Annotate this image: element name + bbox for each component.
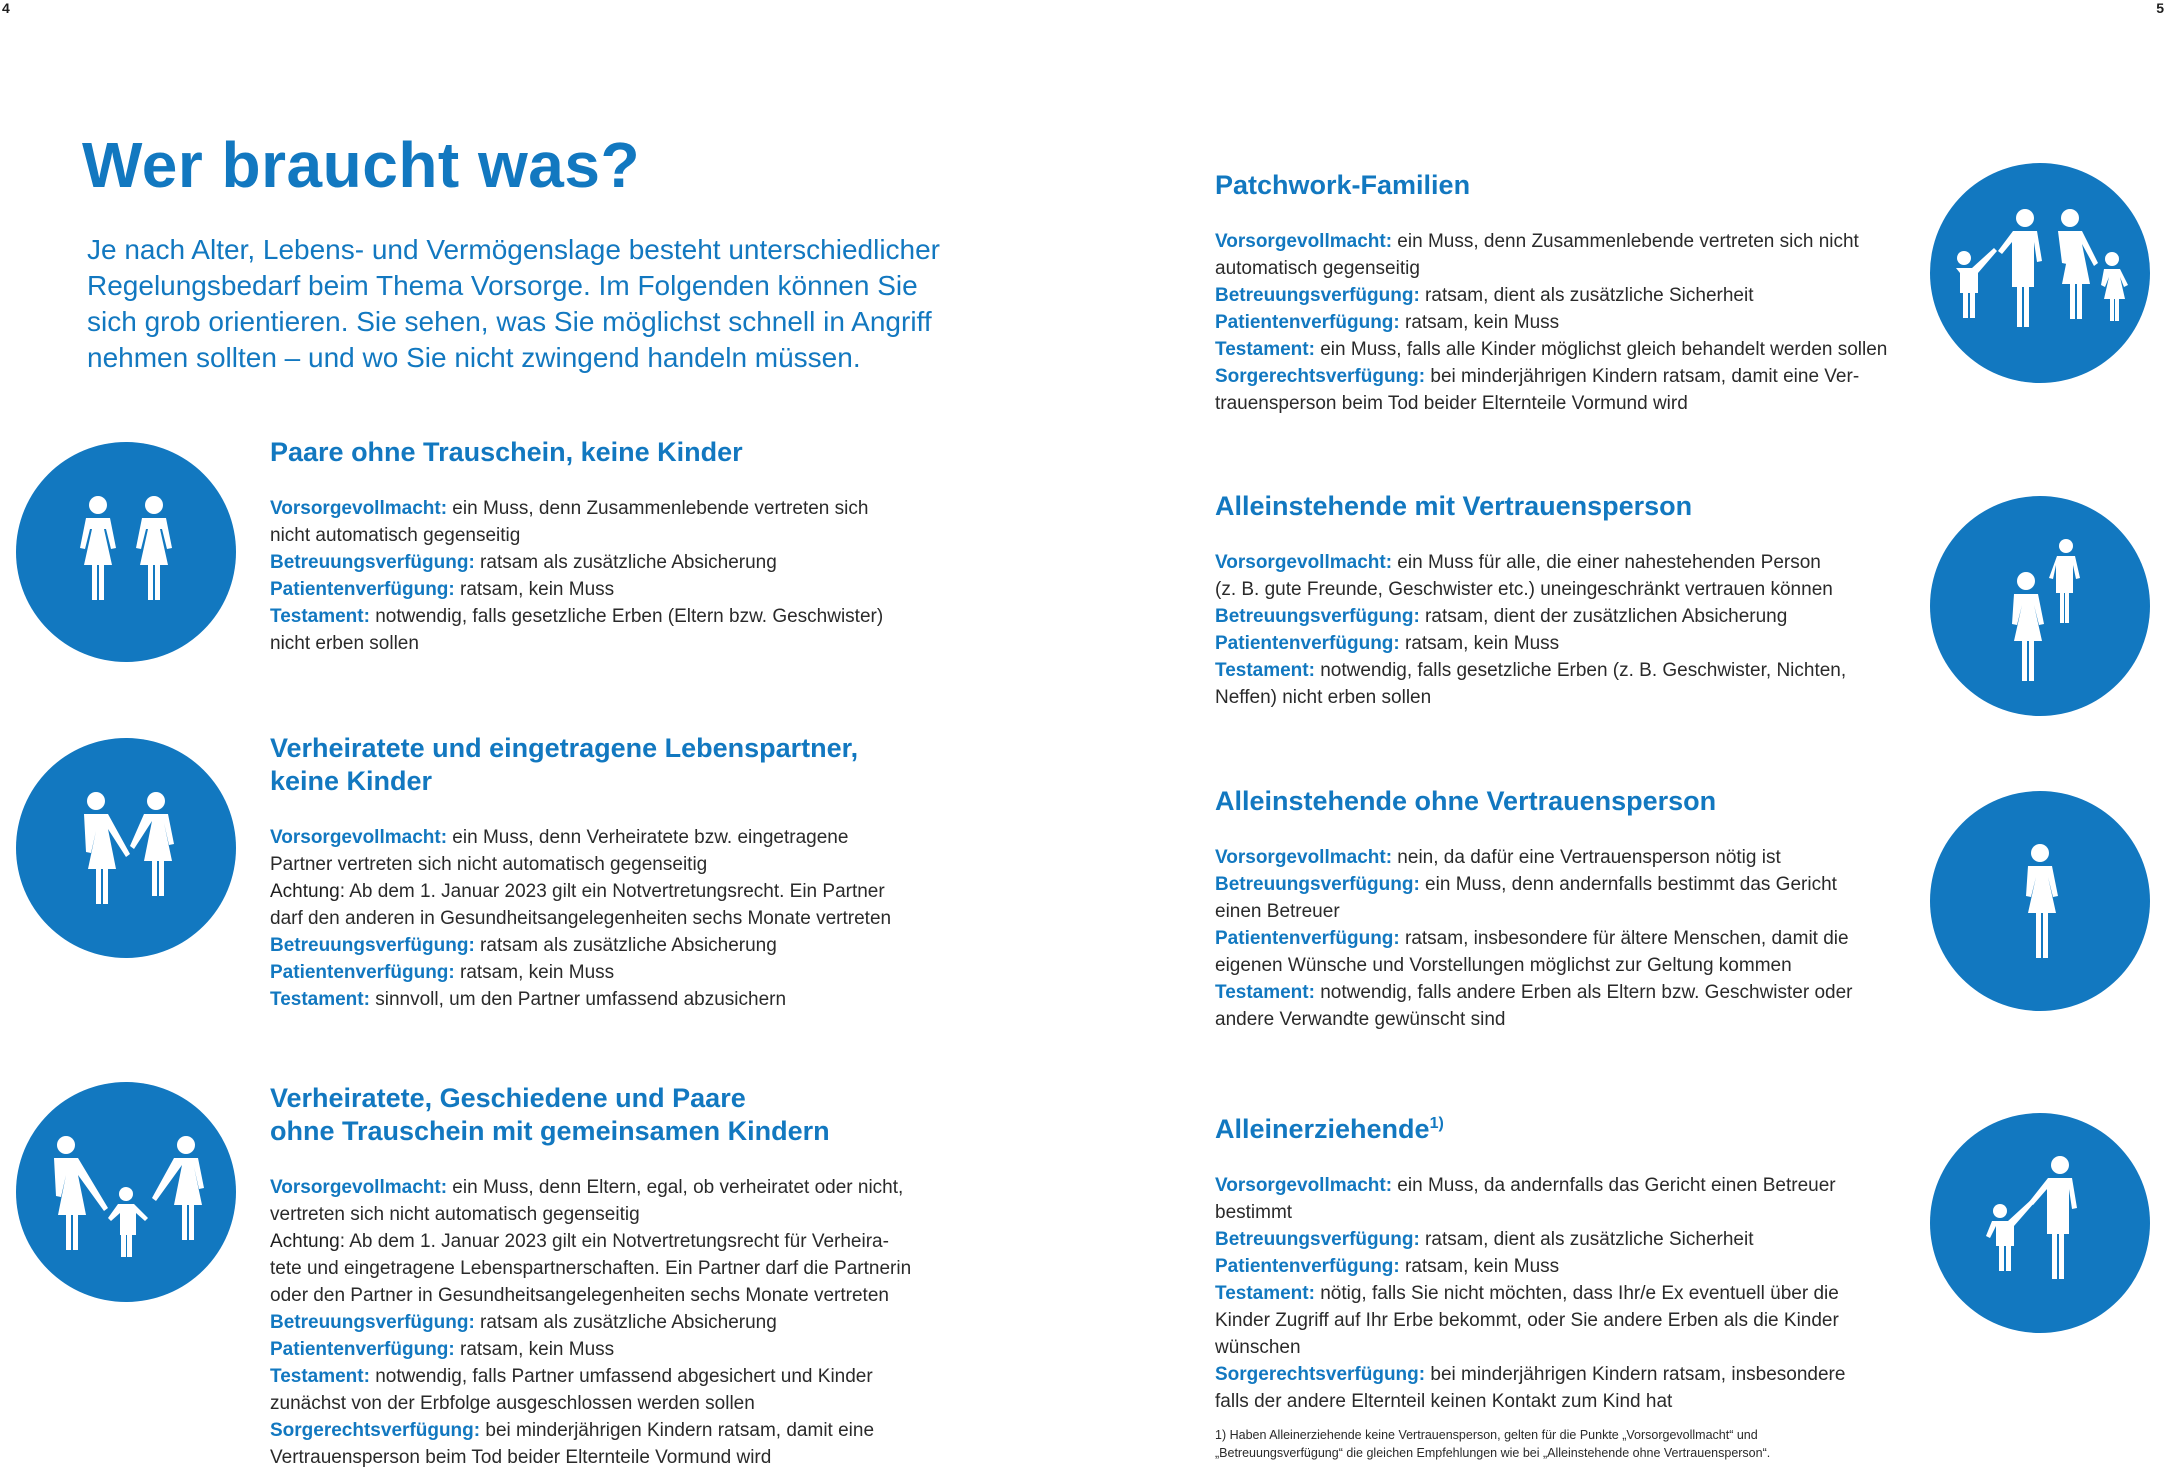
body-line [1215, 1307, 1845, 1334]
section-patchwork [1215, 169, 1887, 417]
document-type-label: Vorsorgevollmacht: [270, 827, 448, 848]
body-line [270, 1255, 911, 1282]
body-text: vertreten sich nicht automatisch gegenseitig [270, 1204, 640, 1225]
body-line [270, 495, 883, 522]
section-body [270, 495, 883, 657]
body-text: ratsam, kein Muss [454, 1339, 615, 1360]
body-text: ein Muss, denn Zusammenlebende vertreten sich nicht [1392, 231, 1859, 252]
document-type-label: Vorsorgevollmacht: [270, 498, 448, 519]
document-type-label: Vorsorgevollmacht: [1215, 847, 1393, 868]
section-heading [1215, 785, 1853, 818]
body-text: bei minderjährigen Kindern ratsam, insbesondere [1425, 1364, 1846, 1385]
body-line [270, 1282, 911, 1309]
document-type-label: Sorgerechtsverfügung: [1215, 366, 1426, 387]
section-heading-line: Verheiratete und eingetragene Lebenspartner, [270, 733, 859, 763]
body-text: Partner vertreten sich nicht automatisch gegenseitig [270, 854, 708, 875]
body-text: ein Muss, denn Verheiratete bzw. eingetragene [447, 827, 849, 848]
body-line [270, 522, 883, 549]
section-heading-line: Verheiratete, Geschiedene und Paare [270, 1083, 746, 1113]
document-type-label: Patientenverfügung: [270, 579, 455, 600]
body-line [270, 1390, 911, 1417]
body-text: ein Muss, denn Eltern, egal, ob verheiratet oder nicht, [447, 1177, 904, 1198]
body-line [1215, 979, 1853, 1006]
section-alleinerziehende [1215, 1107, 1845, 1415]
document-type-label: Betreuungsverfügung: [1215, 874, 1420, 895]
document-type-label: Betreuungsverfügung: [270, 552, 475, 573]
section-heading [270, 732, 891, 798]
document-type-label: Testament: [270, 989, 370, 1010]
body-line [1215, 1334, 1845, 1361]
document-type-label: Patientenverfügung: [1215, 633, 1400, 654]
single-parent-icon [1930, 1113, 2150, 1333]
body-text: automatisch gegenseitig [1215, 258, 1420, 279]
body-text: ratsam, kein Muss [1399, 312, 1560, 333]
body-text: nein, da dafür eine Vertrauensperson nötig ist [1392, 847, 1781, 868]
body-text: notwendig, falls gesetzliche Erben (z. B. Geschwister, Nichten, [1314, 660, 1847, 681]
single-with-trusted-person-icon [1930, 496, 2150, 716]
section-heading [1215, 490, 1846, 523]
section-heading [1215, 169, 1887, 202]
section-heading [270, 1082, 911, 1148]
document-type-label: Patientenverfügung: [270, 962, 455, 983]
patchwork-family-icon [1930, 163, 2150, 383]
body-text: Kinder Zugriff auf Ihr Erbe bekommt, oder Sie andere Erben als die Kinder [1215, 1310, 1839, 1331]
document-type-label: Testament: [1215, 982, 1315, 1003]
married-couple-icon [16, 738, 236, 958]
body-text: (z. B. gute Freunde, Geschwister etc.) uneingeschränkt vertrauen können [1215, 579, 1833, 600]
body-line [270, 1444, 911, 1471]
body-text: ratsam als zusätzliche Absicherung [474, 935, 777, 956]
section-body [270, 824, 891, 1013]
body-line [1215, 603, 1846, 630]
document-type-label: Patientenverfügung: [1215, 1256, 1400, 1277]
body-text: ratsam als zusätzliche Absicherung [474, 1312, 777, 1333]
document-type-label: Betreuungsverfügung: [1215, 285, 1420, 306]
body-line [1215, 844, 1853, 871]
document-type-label: Patientenverfügung: [1215, 928, 1400, 949]
body-line [270, 576, 883, 603]
body-line [270, 905, 891, 932]
body-text: ein Muss, denn Zusammenlebende vertreten sich [447, 498, 869, 519]
body-text: : Ab dem 1. Januar 2023 gilt ein Notvertretungsrecht. Ein Partner [339, 881, 885, 902]
body-text: ein Muss, da andernfalls das Gericht einen Betreuer [1392, 1175, 1836, 1196]
body-text: darf den anderen in Gesundheitsangelegenheiten sechs Monate vertreten [270, 908, 892, 929]
section-heading-line: Paare ohne Trauschein, keine Kinder [270, 437, 743, 467]
document-type-label: Betreuungsverfügung: [270, 935, 475, 956]
document-type-label: Testament: [1215, 339, 1315, 360]
body-line [270, 959, 891, 986]
body-line [1215, 228, 1887, 255]
page-title: Wer braucht was? [82, 129, 641, 201]
body-line [1215, 1172, 1845, 1199]
intro-paragraph [87, 232, 1007, 376]
body-line [270, 1309, 911, 1336]
section-alleinstehende-ohne-vertrauensperson [1215, 785, 1853, 1033]
body-text: eigenen Wünsche und Vorstellungen möglichst zur Geltung kommen [1215, 955, 1792, 976]
body-text: notwendig, falls Partner umfassend abgesichert und Kinder [369, 1366, 873, 1387]
body-text: nötig, falls Sie nicht möchten, dass Ihr/e Ex eventuell über die [1314, 1283, 1839, 1304]
section-heading [270, 436, 883, 469]
document-type-label: Testament: [1215, 1283, 1315, 1304]
section-body [270, 1174, 911, 1471]
body-line [1215, 1388, 1845, 1415]
body-text: ratsam, dient als zusätzliche Sicherheit [1419, 1229, 1754, 1250]
body-text: ratsam als zusätzliche Absicherung [474, 552, 777, 573]
body-line [1215, 871, 1853, 898]
body-line [1215, 1280, 1845, 1307]
body-text: zunächst von der Erbfolge ausgeschlossen werden sollen [270, 1393, 755, 1414]
section-paare-ohne-trauschein [270, 436, 883, 657]
footnote-line: 1) Haben Alleinerziehende keine Vertrauensperson, gelten für die Punkte „Vorsorgevollmacht“ und [1215, 1428, 1758, 1442]
section-heading-line: Patchwork-Familien [1215, 170, 1471, 200]
body-line [270, 603, 883, 630]
body-text: einen Betreuer [1215, 901, 1340, 922]
footnote [1215, 1426, 1875, 1462]
body-line [1215, 255, 1887, 282]
heading-text: Alleinerziehende [1215, 1114, 1430, 1144]
body-text: ratsam, kein Muss [1399, 1256, 1560, 1277]
section-alleinstehende-mit-vertrauensperson [1215, 490, 1846, 711]
body-line [1215, 576, 1846, 603]
section-heading [1215, 1107, 1845, 1146]
body-text: nicht erben sollen [270, 633, 419, 654]
document-type-label: Sorgerechtsverfügung: [1215, 1364, 1426, 1385]
section-heading-line: keine Kinder [270, 766, 433, 796]
body-text: tete und eingetragene Lebenspartnerschaften. Ein Partner darf die Partnerin [270, 1258, 912, 1279]
body-line [270, 824, 891, 851]
body-line [1215, 684, 1846, 711]
body-line [1215, 549, 1846, 576]
document-type-label: Testament: [270, 606, 370, 627]
body-line [1215, 363, 1887, 390]
single-person-icon [1930, 791, 2150, 1011]
section-heading-line: Alleinstehende ohne Vertrauensperson [1215, 786, 1717, 816]
page-number-left: 4 [2, 0, 10, 16]
intro-line: nehmen sollten – und wo Sie nicht zwingend handeln müssen. [87, 342, 861, 373]
body-line [270, 878, 891, 905]
section-heading-line [1215, 1107, 1845, 1146]
body-line [1215, 898, 1853, 925]
body-line [270, 1417, 911, 1444]
body-text: : Ab dem 1. Januar 2023 gilt ein Notvertretungsrecht für Verheira- [339, 1231, 889, 1252]
body-text: nicht automatisch gegenseitig [270, 525, 521, 546]
body-text: ein Muss, denn andernfalls bestimmt das Gericht [1419, 874, 1837, 895]
body-line [1215, 1361, 1845, 1388]
body-text: bestimmt [1215, 1202, 1293, 1223]
document-type-label: Patientenverfügung: [1215, 312, 1400, 333]
section-mit-kindern [270, 1082, 911, 1471]
body-line [1215, 309, 1887, 336]
body-line [270, 986, 891, 1013]
body-text: bei minderjährigen Kindern ratsam, damit eine [480, 1420, 875, 1441]
body-text: falls der andere Elternteil keinen Kontakt zum Kind hat [1215, 1391, 1673, 1412]
body-line [1215, 390, 1887, 417]
body-text: Neffen) nicht erben sollen [1215, 687, 1432, 708]
body-line [1215, 952, 1853, 979]
body-line [270, 549, 883, 576]
body-line [270, 1174, 911, 1201]
document-type-label: Vorsorgevollmacht: [1215, 1175, 1393, 1196]
section-heading-line: ohne Trauschein mit gemeinsamen Kindern [270, 1116, 830, 1146]
body-line [1215, 1199, 1845, 1226]
section-heading-line: Alleinstehende mit Vertrauensperson [1215, 491, 1693, 521]
body-line [1215, 925, 1853, 952]
document-type-label: Betreuungsverfügung: [270, 1312, 475, 1333]
section-body [1215, 228, 1887, 417]
body-line [1215, 1226, 1845, 1253]
document-type-label: Testament: [1215, 660, 1315, 681]
body-text: ratsam, kein Muss [1399, 633, 1560, 654]
document-type-label: Patientenverfügung: [270, 1339, 455, 1360]
family-icon [16, 1082, 236, 1302]
footnote-marker: 1) [1429, 1115, 1444, 1132]
body-text: oder den Partner in Gesundheitsangelegenheiten sechs Monate vertreten [270, 1285, 889, 1306]
body-line [270, 851, 891, 878]
body-line [270, 1228, 911, 1255]
document-type-label: Betreuungsverfügung: [1215, 606, 1420, 627]
body-line [270, 932, 891, 959]
intro-line: sich grob orientieren. Sie sehen, was Sie möglichst schnell in Angriff [87, 306, 932, 337]
body-text: notwendig, falls andere Erben als Eltern bzw. Geschwister oder [1314, 982, 1853, 1003]
attention-label: Achtung [270, 881, 340, 902]
body-line [1215, 336, 1887, 363]
body-line [1215, 657, 1846, 684]
body-text: Vertrauensperson beim Tod beider Elternteile Vormund wird [270, 1447, 772, 1468]
section-verheiratete-keine-kinder [270, 732, 891, 1013]
body-line [1215, 1253, 1845, 1280]
body-text: ratsam, kein Muss [454, 962, 615, 983]
body-text: ratsam, dient der zusätzlichen Absicherung [1419, 606, 1788, 627]
body-line [1215, 282, 1887, 309]
body-text: ein Muss, falls alle Kinder möglichst gleich behandelt werden sollen [1314, 339, 1888, 360]
body-text: bei minderjährigen Kindern ratsam, damit eine Ver- [1425, 366, 1860, 387]
intro-line: Regelungsbedarf beim Thema Vorsorge. Im Folgenden können Sie [87, 270, 918, 301]
page-number-right: 5 [2156, 0, 2164, 16]
document-type-label: Testament: [270, 1366, 370, 1387]
body-text: trauensperson beim Tod beider Elternteile Vormund wird [1215, 393, 1688, 414]
document-type-label: Vorsorgevollmacht: [1215, 552, 1393, 573]
body-text: ratsam, kein Muss [454, 579, 615, 600]
body-text: wünschen [1215, 1337, 1301, 1358]
document-type-label: Vorsorgevollmacht: [1215, 231, 1393, 252]
body-line [1215, 630, 1846, 657]
body-line [270, 1336, 911, 1363]
attention-label: Achtung [270, 1231, 340, 1252]
intro-line: Je nach Alter, Lebens- und Vermögenslage besteht unterschiedlicher [87, 234, 941, 265]
section-body [1215, 844, 1853, 1033]
body-text: ein Muss für alle, die einer nahestehenden Person [1392, 552, 1821, 573]
document-type-label: Sorgerechtsverfügung: [270, 1420, 481, 1441]
body-line [270, 1201, 911, 1228]
body-text: andere Verwandte gewünscht sind [1215, 1009, 1506, 1030]
body-line [270, 630, 883, 657]
section-body [1215, 549, 1846, 711]
body-text: notwendig, falls gesetzliche Erben (Eltern bzw. Geschwister) [369, 606, 884, 627]
document-type-label: Vorsorgevollmacht: [270, 1177, 448, 1198]
section-body [1215, 1172, 1845, 1415]
body-text: ratsam, insbesondere für ältere Menschen, damit die [1399, 928, 1849, 949]
body-line [1215, 1006, 1853, 1033]
body-line [270, 1363, 911, 1390]
footnote-line: „Betreuungsverfügung“ die gleichen Empfehlungen wie bei „Alleinstehende ohne Vertrauensperson“. [1215, 1446, 1771, 1460]
body-text: ratsam, dient als zusätzliche Sicherheit [1419, 285, 1754, 306]
document-type-label: Betreuungsverfügung: [1215, 1229, 1420, 1250]
couple-icon [16, 442, 236, 662]
body-text: sinnvoll, um den Partner umfassend abzusichern [369, 989, 787, 1010]
